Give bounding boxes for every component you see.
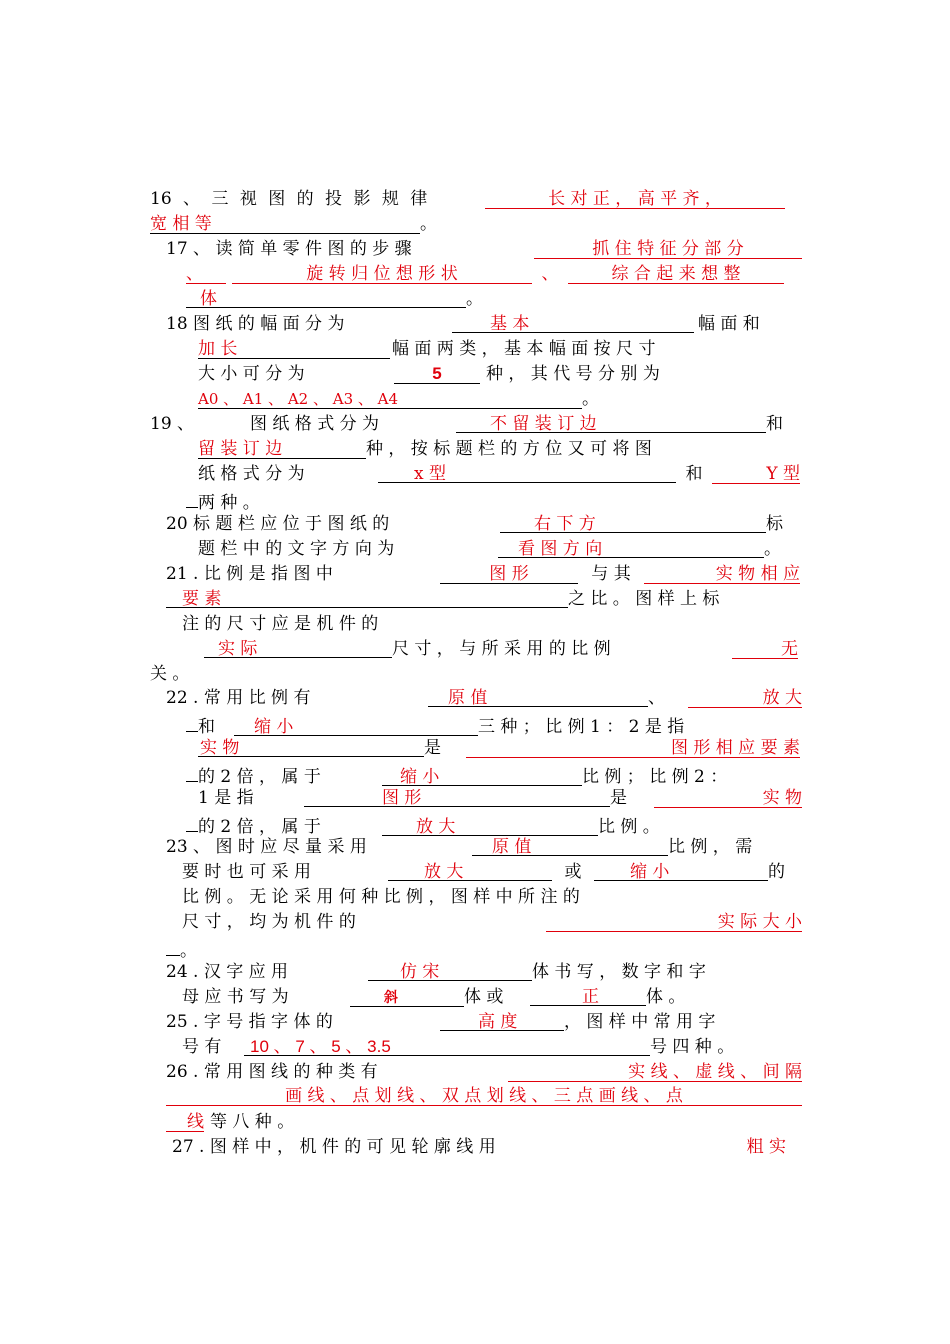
q25-line-2 [182, 1035, 734, 1059]
text: 体 。 [646, 987, 686, 1007]
text: 之 比 。 图 样 上 标 [568, 589, 720, 609]
separator: 、 [541, 264, 559, 284]
text: 是 [610, 788, 627, 808]
text: 比 例 ， 需 [668, 837, 753, 857]
q17-line-3 [186, 287, 483, 311]
q23-line-1 [166, 835, 752, 859]
text: 幅 面 和 [698, 314, 760, 334]
text: 大 小 可 分 为 [198, 364, 305, 384]
answer-blank: 缩 小 [234, 716, 478, 736]
question-text: 图 纸 格 式 分 为 [250, 414, 380, 434]
answer-blank: x 型 [378, 463, 676, 483]
q19-line-1 [150, 412, 783, 436]
question-text: 16 、 三 视 图 的 投 影 规 律 [150, 189, 428, 209]
question-text: 27 . 图 样 中 ， 机 件 的 可 见 轮 廓 线 用 [172, 1137, 496, 1157]
text: 尺 寸 ， 均 为 机 件 的 [182, 912, 356, 932]
answer-blank: A0 、 A1 、 A2 、 A3 、 A4 [198, 388, 582, 409]
answer-blank: 无 [732, 638, 798, 659]
answer-blank: 右 下 方 [500, 513, 766, 533]
text: 体 或 [464, 987, 504, 1007]
question-text: 26 . 常 用 图 线 的 种 类 有 [166, 1062, 378, 1082]
separator: 、 [186, 263, 226, 284]
q17-line-1 [166, 237, 802, 261]
q26-line-2 [166, 1085, 802, 1109]
q22-line-2 [186, 711, 684, 735]
text: 种 ， 其 代 号 分 别 为 [486, 364, 660, 384]
answer-blank: 粗 实 [746, 1137, 786, 1157]
text: 幅 面 两 类 ， 基 本 幅 面 按 尺 寸 [392, 339, 656, 359]
blank-tail [186, 811, 198, 832]
text: 或 [564, 862, 582, 882]
text: 纸 格 式 分 为 [198, 464, 305, 484]
q16-line-2 [150, 212, 437, 236]
answer-blank: 要 素 [166, 588, 568, 608]
question-number: 19 、 [150, 414, 195, 434]
answer-blank: 10 、 7 、 5 、 3.5 [244, 1036, 650, 1056]
text: 和 [685, 464, 703, 484]
answer-blank: 实 际 [204, 638, 392, 658]
q25-line-1 [166, 1010, 715, 1034]
q23-line-5 [166, 935, 197, 959]
answer-blank: 线 [166, 1111, 204, 1132]
text: 的 2 倍 ， 属 于 [198, 767, 321, 787]
text: 题 栏 中 的 文 字 方 向 为 [198, 539, 395, 559]
q18-line-3 [198, 362, 660, 386]
text: 号 四 种 。 [650, 1037, 735, 1057]
text: 号 有 [182, 1037, 222, 1057]
period: 。 [764, 539, 781, 559]
q22-line-5 [198, 786, 802, 810]
answer-blank: 放 大 [688, 687, 802, 708]
q22-line-1 [166, 686, 802, 710]
answer-blank: 高 度 [440, 1011, 564, 1031]
answer-blank: 实 物 相 应 [644, 563, 800, 584]
text: 三 种 ； 比 例 1 ： 2 是 指 [478, 717, 685, 737]
answer-blank: 实 线 、 虚 线 、 间 隔 [508, 1061, 802, 1082]
text: 两 种 。 [198, 493, 260, 513]
answer-blank: 正 [530, 986, 646, 1006]
q21-line-1 [166, 562, 800, 586]
answer-blank: 留 装 订 边 [198, 438, 366, 459]
answer-blank: Y 型 [712, 463, 800, 484]
q23-line-2 [182, 860, 785, 884]
answer-blank: 长 对 正 ， 高 平 齐 ， [485, 188, 785, 209]
text: ， 图 样 中 常 用 字 [564, 1012, 716, 1032]
text: 的 [768, 862, 785, 882]
answer-blank: 原 值 [472, 836, 668, 856]
q19-line-2 [198, 437, 652, 461]
answer-blank: 宽 相 等 [150, 213, 420, 234]
question-text: 22 . 常 用 比 例 有 [166, 688, 311, 708]
q26-line-3 [166, 1110, 294, 1134]
q19-line-3 [198, 462, 800, 486]
text: 种 ， 按 标 题 栏 的 方 位 又 可 将 图 [366, 439, 652, 459]
q21-line-5 [150, 662, 189, 686]
q22-line-3 [198, 736, 800, 760]
q18-line-4 [198, 387, 599, 411]
answer-blank: 实 物 [654, 787, 802, 808]
text: 注 的 尺 寸 应 是 机 件 的 [182, 614, 379, 634]
question-text: 25 . 字 号 指 字 体 的 [166, 1012, 333, 1032]
answer-blank: 仿 宋 [368, 961, 532, 981]
q19-line-4 [186, 487, 260, 511]
q21-line-3 [182, 612, 378, 636]
answer-blank: 实 物 [198, 737, 424, 757]
text: 标 [766, 514, 783, 534]
text: 比 例 ； 比 例 2 ： [582, 767, 728, 787]
text: 母 应 书 写 为 [182, 987, 289, 1007]
q26-line-1 [166, 1060, 802, 1084]
blank-tail [186, 711, 198, 732]
text: 1 是 指 [198, 788, 254, 808]
text: 比 例 。 [598, 817, 660, 837]
period: 。 [180, 941, 197, 961]
q16-line-1 [150, 187, 785, 211]
answer-blank: 图 形 相 应 要 素 [466, 737, 800, 758]
text: 和 [198, 717, 215, 737]
answer-blank: 图 形 [440, 563, 578, 584]
q24-line-1 [166, 960, 706, 984]
question-text: 17 、 读 简 单 零 件 图 的 步 骤 [166, 239, 412, 259]
q21-line-2 [166, 587, 719, 611]
answer-blank: 放 大 [382, 816, 598, 836]
q18-line-1 [166, 312, 760, 336]
q24-line-2 [182, 985, 685, 1009]
answer-blank: 旋 转 归 位 想 形 状 [232, 263, 532, 284]
q21-line-4 [204, 637, 798, 661]
blank-tail [186, 487, 198, 508]
question-text: 21 . 比 例 是 指 图 中 [166, 564, 333, 584]
text: 和 [766, 414, 783, 434]
blank-tail [186, 761, 198, 782]
q23-line-3 [182, 885, 580, 909]
text: 等 八 种 。 [210, 1112, 295, 1132]
q20-line-2 [198, 537, 781, 561]
period: 。 [466, 289, 483, 309]
answer-blank: 实 际 大 小 [546, 911, 802, 932]
q17-line-2 [186, 262, 784, 286]
question-text: 24 . 汉 字 应 用 [166, 962, 289, 982]
text: 体 书 写 ， 数 字 和 字 [532, 962, 706, 982]
q23-line-4 [182, 910, 802, 934]
answer-blank: 缩 小 [594, 861, 768, 881]
answer-blank: 综 合 起 来 想 整 [568, 263, 784, 284]
text: 关 。 [150, 664, 190, 684]
text: 尺 寸 ， 与 所 采 用 的 比 例 [392, 639, 611, 659]
answer-blank: 放 大 [388, 861, 552, 881]
text: 是 [424, 738, 441, 758]
period: 。 [582, 389, 599, 409]
text: 、 [648, 688, 665, 708]
answer-blank: 加 长 [198, 338, 390, 359]
blank-tail [166, 935, 180, 956]
q22-line-6 [186, 811, 660, 835]
answer-blank: 画 线 、 点 划 线 、 双 点 划 线 、 三 点 画 线 、 点 [166, 1085, 802, 1106]
question-text: 18 图 纸 的 幅 面 分 为 [166, 314, 345, 334]
answer-blank: 斜 [350, 987, 464, 1007]
answer-blank: 不 留 装 订 边 [456, 413, 766, 433]
answer-blank: 图 形 [304, 787, 610, 807]
period: 。 [420, 214, 437, 234]
answer-blank: 缩 小 [382, 766, 582, 786]
answer-blank: 基 本 [452, 313, 694, 333]
answer-blank: 体 [186, 288, 466, 308]
answer-blank: 5 [394, 363, 480, 384]
q20-line-1 [166, 512, 783, 536]
question-text: 23 、 图 时 应 尽 量 采 用 [166, 837, 367, 857]
q27-line-1 [172, 1135, 786, 1159]
text: 比 例 。 无 论 采 用 何 种 比 例 ， 图 样 中 所 注 的 [182, 887, 580, 907]
text: 与 其 [591, 564, 631, 584]
answer-blank: 抓 住 特 征 分 部 分 [534, 238, 802, 259]
answer-blank: 看 图 方 向 [498, 538, 764, 558]
text: 要 时 也 可 采 用 [182, 862, 312, 882]
q18-line-2 [198, 337, 655, 361]
text: 的 2 倍 ， 属 于 [198, 817, 321, 837]
q22-line-4 [186, 761, 727, 785]
answer-blank: 原 值 [428, 687, 648, 707]
question-text: 20 标 题 栏 应 位 于 图 纸 的 [166, 514, 390, 534]
